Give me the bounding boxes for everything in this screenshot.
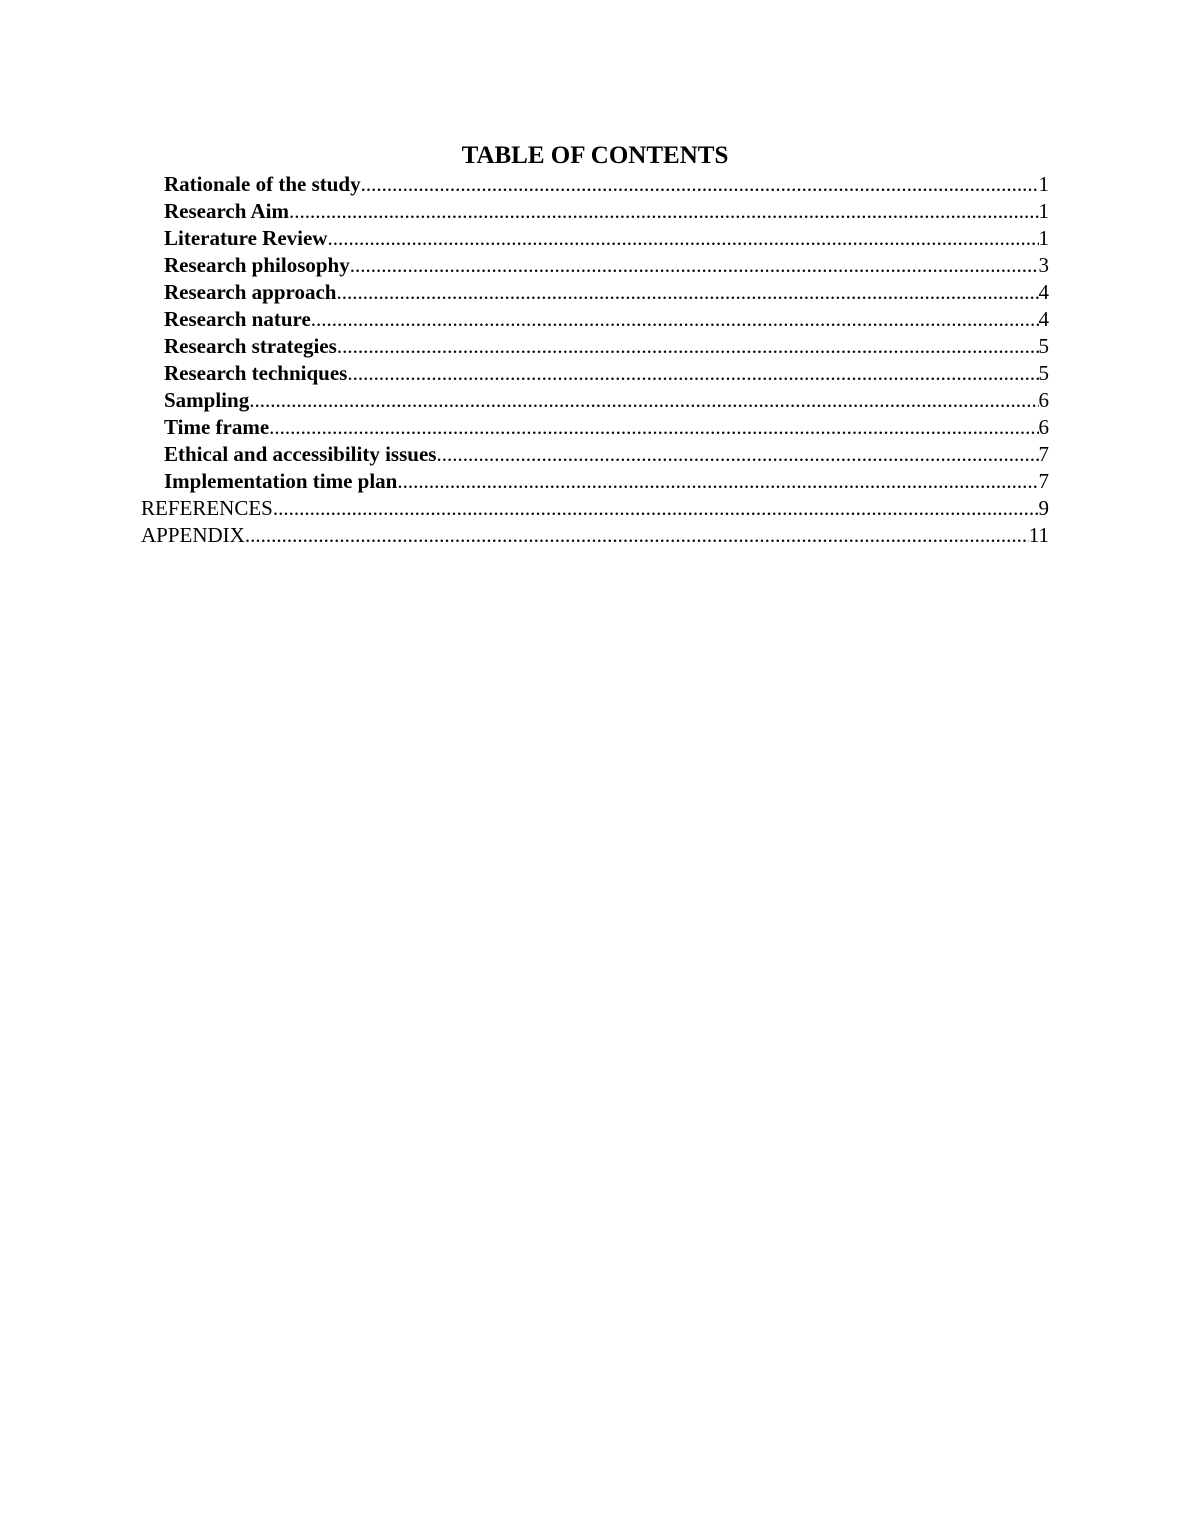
dot-leader [436,441,1038,468]
toc-entry-page: 4 [1038,307,1049,331]
toc-entry-research-approach[interactable] [141,279,1049,306]
toc-entry-label: Research approach [164,280,337,304]
dot-leader [327,225,1038,252]
toc-entry-label: Research techniques [164,361,348,385]
toc-entry-page: 6 [1038,388,1049,412]
dot-leader [361,171,1039,198]
toc-entry-page: 5 [1038,334,1049,358]
toc-entry-references[interactable] [141,495,1049,522]
dot-leader [347,360,1038,387]
toc-entry-label: Research philosophy [164,253,350,277]
toc-entry-label: Rationale of the study [164,172,361,196]
toc-entry-label: Research strategies [164,334,337,358]
dot-leader [269,414,1038,441]
dot-leader [336,279,1038,306]
dot-leader [350,252,1039,279]
toc-entry-label: APPENDIX [141,523,245,547]
toc-entry-research-strategies[interactable] [141,333,1049,360]
dot-leader [273,495,1039,522]
toc-entry-page: 1 [1038,199,1049,223]
toc-entry-page: 5 [1038,361,1049,385]
toc-entry-research-nature[interactable] [141,306,1049,333]
toc-entry-research-techniques[interactable] [141,360,1049,387]
toc-entry-page: 7 [1038,469,1049,493]
dot-leader [245,522,1029,549]
toc-entry-page: 9 [1038,496,1049,520]
toc-entry-page: 1 [1038,172,1049,196]
toc-entry-page: 3 [1038,253,1049,277]
toc-entry-label: Research nature [164,307,311,331]
toc-entry-page: 7 [1038,442,1049,466]
toc-entry-label: Research Aim [164,199,290,223]
toc-entry-implementation-plan[interactable] [141,468,1049,495]
toc-entry-time-frame[interactable] [141,414,1049,441]
table-of-contents [141,171,1049,549]
toc-title: TABLE OF CONTENTS [461,142,729,169]
toc-entry-sampling[interactable] [141,387,1049,414]
toc-entry-page: 1 [1038,226,1049,250]
dot-leader [337,333,1039,360]
toc-entry-appendix[interactable] [141,522,1049,549]
toc-entry-page: 6 [1038,415,1049,439]
toc-entry-ethical-issues[interactable] [141,441,1049,468]
toc-entry-label: Time frame [164,415,270,439]
toc-entry-label: Literature Review [164,226,328,250]
dot-leader [289,198,1038,225]
toc-entry-label: Sampling [164,388,250,412]
toc-entry-research-aim[interactable] [141,198,1049,225]
toc-entry-label: Implementation time plan [164,469,398,493]
toc-entry-page: 11 [1028,523,1049,547]
dot-leader [249,387,1038,414]
dot-leader [397,468,1038,495]
dot-leader [311,306,1039,333]
toc-entry-page: 4 [1038,280,1049,304]
toc-entry-label: Ethical and accessibility issues [164,442,437,466]
toc-entry-label: REFERENCES [141,496,273,520]
toc-entry-rationale[interactable] [141,171,1049,198]
toc-entry-literature-review[interactable] [141,225,1049,252]
toc-entry-research-philosophy[interactable] [141,252,1049,279]
